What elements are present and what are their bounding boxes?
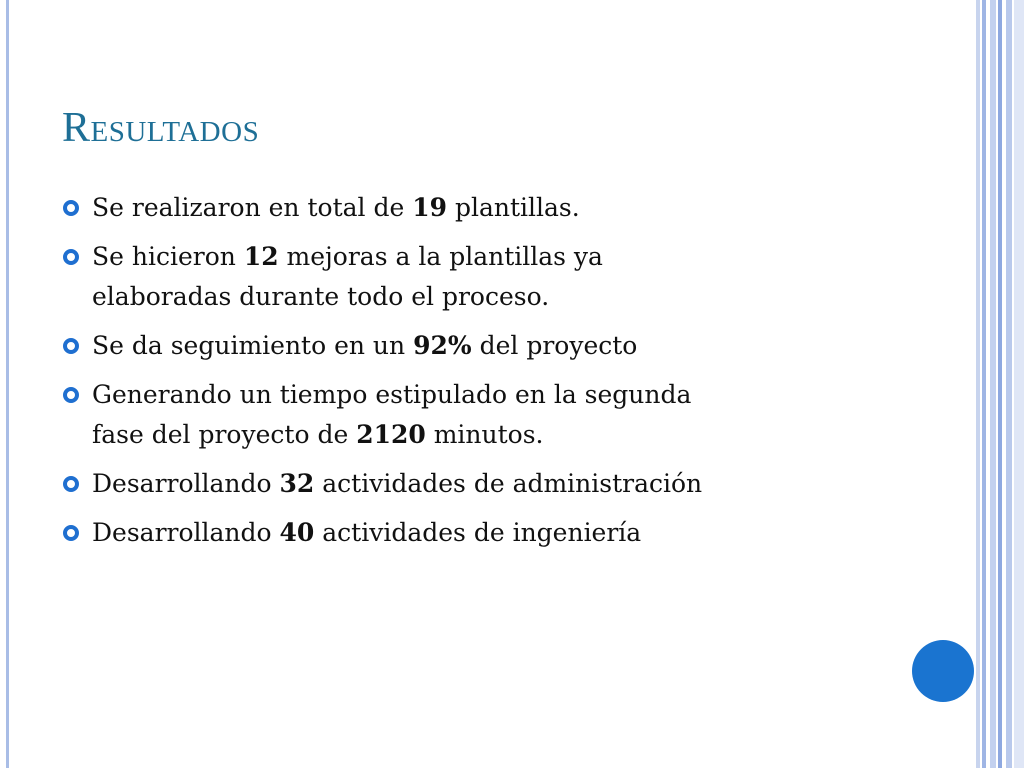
ring-bullet-icon (63, 249, 79, 265)
ring-bullet-icon (63, 387, 79, 403)
slide-title: Resultados (62, 105, 260, 151)
right-border-decoration (976, 0, 1024, 768)
bullet-item: Se hicieron 12 mejoras a la plantillas ya elaboradas durante todo el proceso. (62, 237, 882, 317)
bullet-item: Desarrollando 32 actividades de administración (62, 464, 882, 504)
left-border-line (6, 0, 9, 768)
decorative-circle (912, 640, 974, 702)
ring-bullet-icon (63, 525, 79, 541)
ring-bullet-icon (63, 338, 79, 354)
ring-bullet-icon (63, 200, 79, 216)
bullet-item: Se da seguimiento en un 92% del proyecto (62, 326, 882, 366)
ring-bullet-icon (63, 476, 79, 492)
bullet-item: Se realizaron en total de 19 plantillas. (62, 188, 882, 228)
bullet-item: Desarrollando 40 actividades de ingeniería (62, 513, 882, 553)
bullet-list (62, 188, 882, 562)
bullet-item: Generando un tiempo estipulado en la segunda fase del proyecto de 2120 minutos. (62, 375, 882, 455)
